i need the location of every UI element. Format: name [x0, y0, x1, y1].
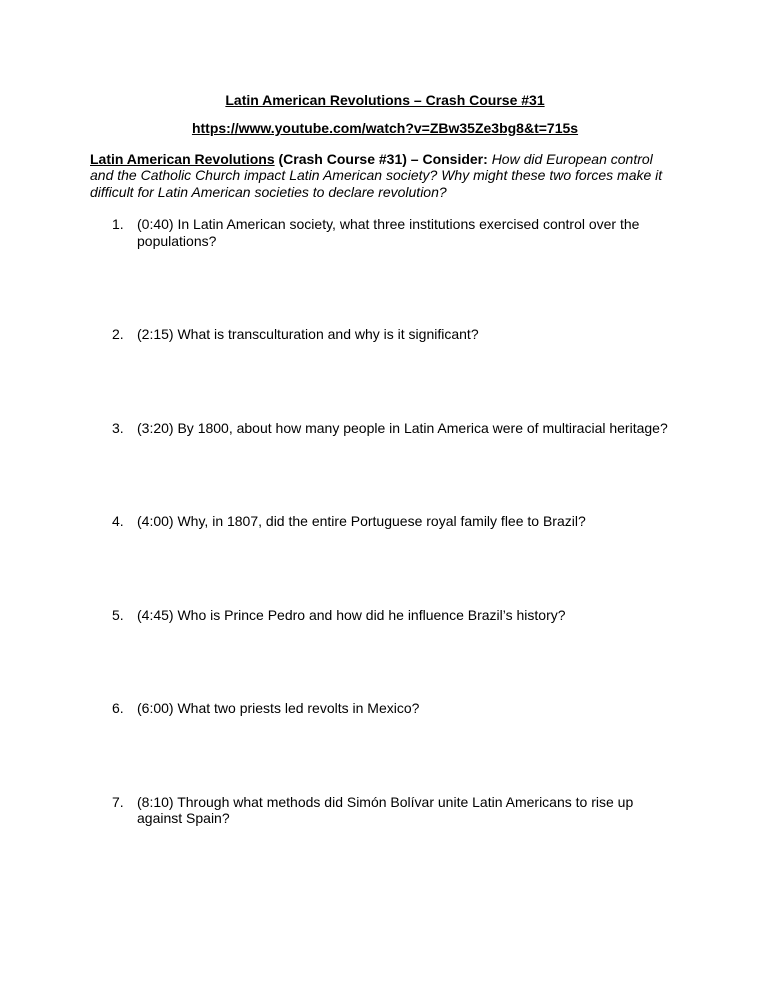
intro-paragraph [90, 151, 680, 201]
question-number: 6. [112, 700, 124, 717]
question-number: 7. [112, 793, 124, 810]
list-item [112, 513, 680, 530]
intro-consider-label: (Crash Course #31) – Consider: [274, 150, 492, 167]
question-text: (2:15) What is transculturation and why is it significant? [137, 326, 479, 343]
question-text: (0:40) In Latin American society, what three institutions exercised control over the populations? [137, 216, 640, 249]
question-number: 5. [112, 606, 124, 623]
question-text: (6:00) What two priests led revolts in Mexico? [137, 700, 420, 717]
list-item [112, 607, 680, 624]
intro-heading-text: Latin American Revolutions [90, 150, 275, 167]
list-item [112, 700, 680, 717]
question-number: 2. [112, 326, 124, 343]
list-item [112, 216, 680, 249]
list-item [112, 326, 680, 343]
question-text: (4:00) Why, in 1807, did the entire Portuguese royal family flee to Brazil? [137, 513, 586, 530]
document-title: Latin American Revolutions – Crash Course #31 [225, 92, 545, 108]
question-text: (3:20) By 1800, about how many people in Latin America were of multiracial heritage? [137, 419, 668, 436]
question-text: (4:45) Who is Prince Pedro and how did he influence Brazil’s history? [137, 606, 566, 623]
question-number: 3. [112, 419, 124, 436]
list-item [112, 794, 680, 827]
question-number: 4. [112, 513, 124, 530]
youtube-video-link[interactable]: https://www.youtube.com/watch?v=ZBw35Ze3bg8&t=715s [191, 119, 579, 136]
question-list [90, 216, 680, 827]
intro-consider-question: How did European control and the Catholic Church impact Latin American society? Why might these two forces make it difficult for Latin American societies to declare revolution? [90, 150, 663, 200]
question-text: (8:10) Through what methods did Simón Bolívar unite Latin Americans to rise up against Spain? [137, 793, 634, 827]
list-item [112, 420, 680, 437]
question-number: 1. [112, 216, 124, 233]
video-link-line [90, 120, 680, 138]
